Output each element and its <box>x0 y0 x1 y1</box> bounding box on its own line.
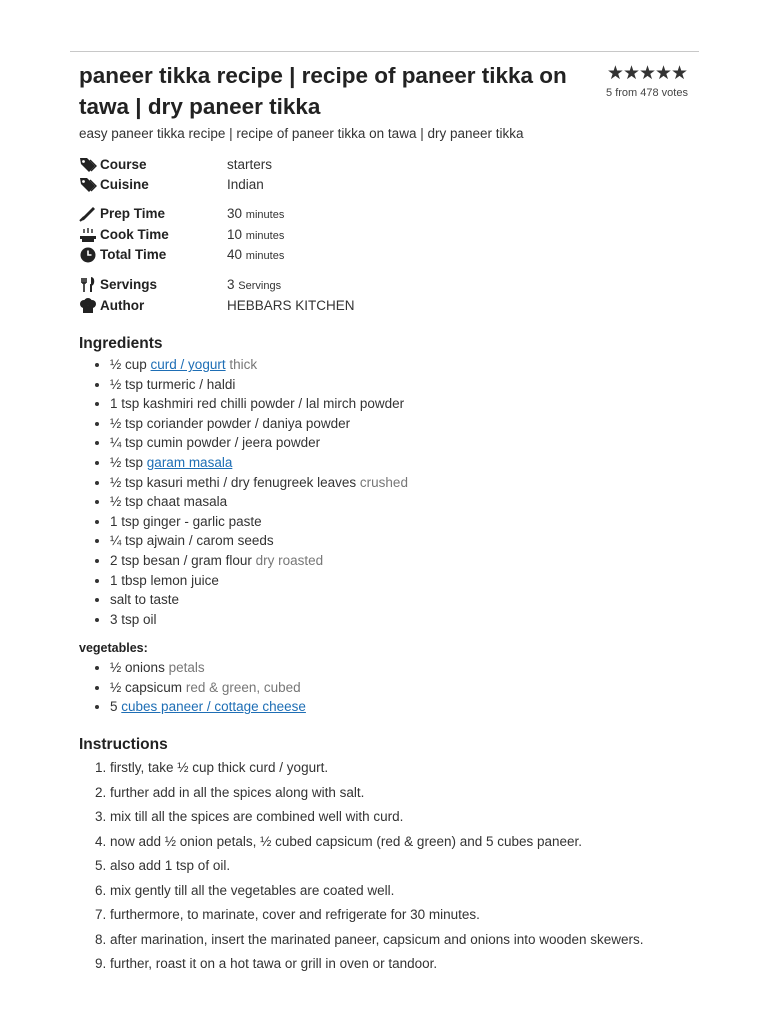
rating-stars[interactable]: ★★★★★ <box>606 63 688 84</box>
meta-author-label: Author <box>100 298 145 313</box>
instructions-heading: Instructions <box>79 736 168 753</box>
meta-total-time-unit: minutes <box>245 250 285 262</box>
instruction-step: 9. further, roast it on a hot tawa or grill in oven or tandoor. <box>110 952 644 977</box>
vegetables-list <box>79 658 306 717</box>
cutlery-icon <box>79 277 97 293</box>
ingredient-amount: 5 <box>110 699 118 715</box>
ingredient-name: capsicum <box>125 679 183 695</box>
ingredient-item <box>110 551 408 571</box>
ingredient-amount: 1 tbsp <box>110 572 147 588</box>
stove-icon <box>79 227 97 243</box>
ingredient-name: kasuri methi / dry fenugreek leaves <box>146 474 357 490</box>
ingredient-amount: ½ tsp <box>110 454 144 470</box>
ingredient-item <box>110 697 306 717</box>
instructions-list <box>79 756 644 977</box>
instruction-step: 1. firstly, take ½ cup thick curd / yogurt. <box>110 756 644 781</box>
ingredient-item <box>110 658 306 678</box>
ingredient-link[interactable]: cubes paneer / cottage cheese <box>121 699 306 715</box>
ingredient-name: kashmiri red chilli powder / lal mirch powder <box>143 396 405 412</box>
ingredient-item <box>110 355 408 375</box>
ingredient-note: dry roasted <box>255 552 324 568</box>
ingredient-item <box>110 590 408 610</box>
meta-prep-time-unit: minutes <box>245 209 285 221</box>
ingredient-name: ajwain / carom seeds <box>146 533 274 549</box>
ingredient-name: salt to taste <box>110 592 180 608</box>
instruction-step: 2. further add in all the spices along with salt. <box>110 781 644 806</box>
ingredient-item <box>110 453 408 473</box>
ingredient-name: chaat masala <box>146 494 228 510</box>
ingredient-amount: ¼ tsp <box>110 533 144 549</box>
ingredient-item <box>110 394 408 414</box>
ingredient-amount: ½ tsp <box>110 376 144 392</box>
meta-prep-time-value: 30 <box>227 206 243 221</box>
ingredient-item <box>110 571 408 591</box>
ingredient-item <box>110 473 408 493</box>
meta-cook-time-value: 10 <box>227 227 243 242</box>
tag-icon <box>79 157 97 173</box>
chef-hat-icon <box>79 298 97 314</box>
ingredients-heading: Ingredients <box>79 335 163 352</box>
ingredient-amount: 3 tsp <box>110 611 140 627</box>
instruction-step: 4. now add ½ onion petals, ½ cubed capsicum (red & green) and 5 cubes paneer. <box>110 830 644 855</box>
ingredient-amount: 1 tsp <box>110 513 140 529</box>
meta-cook-time-label: Cook Time <box>100 227 169 242</box>
ingredient-amount: ½ <box>110 660 122 675</box>
instruction-step: 5. also add 1 tsp of oil. <box>110 854 644 879</box>
clock-icon <box>79 247 97 263</box>
knife-icon <box>79 206 97 222</box>
ingredient-amount: ½ cup <box>110 357 147 372</box>
ingredient-amount: ½ tsp <box>110 415 144 431</box>
ingredient-name: besan / gram flour <box>143 552 252 568</box>
ingredient-amount: ½ tsp <box>110 494 144 510</box>
ingredient-item <box>110 610 408 630</box>
meta-total-time-value: 40 <box>227 247 243 262</box>
ingredient-amount: 1 tsp <box>110 396 140 412</box>
ingredient-item <box>110 678 306 698</box>
ingredient-item <box>110 531 408 551</box>
ingredient-note: thick <box>229 357 258 372</box>
recipe-rating[interactable] <box>602 64 692 99</box>
ingredient-name: oil <box>143 611 157 627</box>
ingredient-name: onions <box>125 660 165 675</box>
meta-total-time-label: Total Time <box>100 247 167 262</box>
meta-cuisine-label: Cuisine <box>100 177 149 192</box>
recipe-title: paneer tikka recipe | recipe of paneer tikka on tawa | dry paneer tikka <box>79 63 567 119</box>
ingredient-name: turmeric / haldi <box>146 376 236 392</box>
ingredients-list <box>79 355 408 629</box>
meta-total-time-value-wrap <box>227 245 284 266</box>
top-divider <box>70 51 699 52</box>
ingredient-note: petals <box>168 660 205 675</box>
ingredient-note: crushed <box>359 474 408 490</box>
meta-course-label: Course <box>100 157 147 172</box>
ingredient-amount: ½ <box>110 679 122 695</box>
ingredient-item <box>110 414 408 434</box>
meta-servings-value-wrap <box>227 275 281 296</box>
ingredient-amount: ½ tsp <box>110 474 144 490</box>
meta-author-value: HEBBARS KITCHEN <box>227 298 355 313</box>
ingredient-link[interactable]: garam masala <box>146 454 233 470</box>
meta-servings-label: Servings <box>100 277 158 292</box>
ingredient-amount: 2 tsp <box>110 552 140 568</box>
instruction-step: 6. mix gently till all the vegetables are coated well. <box>110 879 644 904</box>
ingredient-name: coriander powder / daniya powder <box>146 415 351 431</box>
ingredient-note: red & green, cubed <box>185 679 301 695</box>
meta-cook-time-value-wrap <box>227 225 284 246</box>
instruction-step: 3. mix till all the spices are combined well with curd. <box>110 805 644 830</box>
ingredient-amount: ¼ tsp <box>110 435 144 451</box>
ingredient-item <box>110 375 408 395</box>
ingredient-link[interactable]: curd / yogurt <box>150 357 226 372</box>
meta-prep-time-value-wrap <box>227 204 284 225</box>
vegetables-heading: vegetables: <box>79 641 148 655</box>
meta-cook-time-unit: minutes <box>245 230 285 242</box>
meta-servings-value: 3 <box>227 277 235 292</box>
ingredient-item <box>110 492 408 512</box>
ingredient-name: cumin powder / jeera powder <box>146 435 321 451</box>
ingredient-name: ginger - garlic paste <box>143 513 262 529</box>
recipe-summary: easy paneer tikka recipe | recipe of paneer tikka on tawa | dry paneer tikka <box>79 126 524 141</box>
meta-servings-unit: Servings <box>238 280 282 292</box>
instruction-step: 7. furthermore, to marinate, cover and refrigerate for 30 minutes. <box>110 903 644 928</box>
instruction-step: 8. after marination, insert the marinated paneer, capsicum and onions into wooden skewers. <box>110 928 644 953</box>
tag-icon <box>79 177 97 193</box>
ingredient-name: lemon juice <box>150 572 219 588</box>
meta-prep-time-label: Prep Time <box>100 206 166 221</box>
meta-cuisine-value: Indian <box>227 177 264 192</box>
ingredient-item <box>110 433 408 453</box>
rating-votes: 5 from 478 votes <box>606 87 688 99</box>
ingredient-item <box>110 512 408 532</box>
meta-course-value: starters <box>227 157 273 172</box>
